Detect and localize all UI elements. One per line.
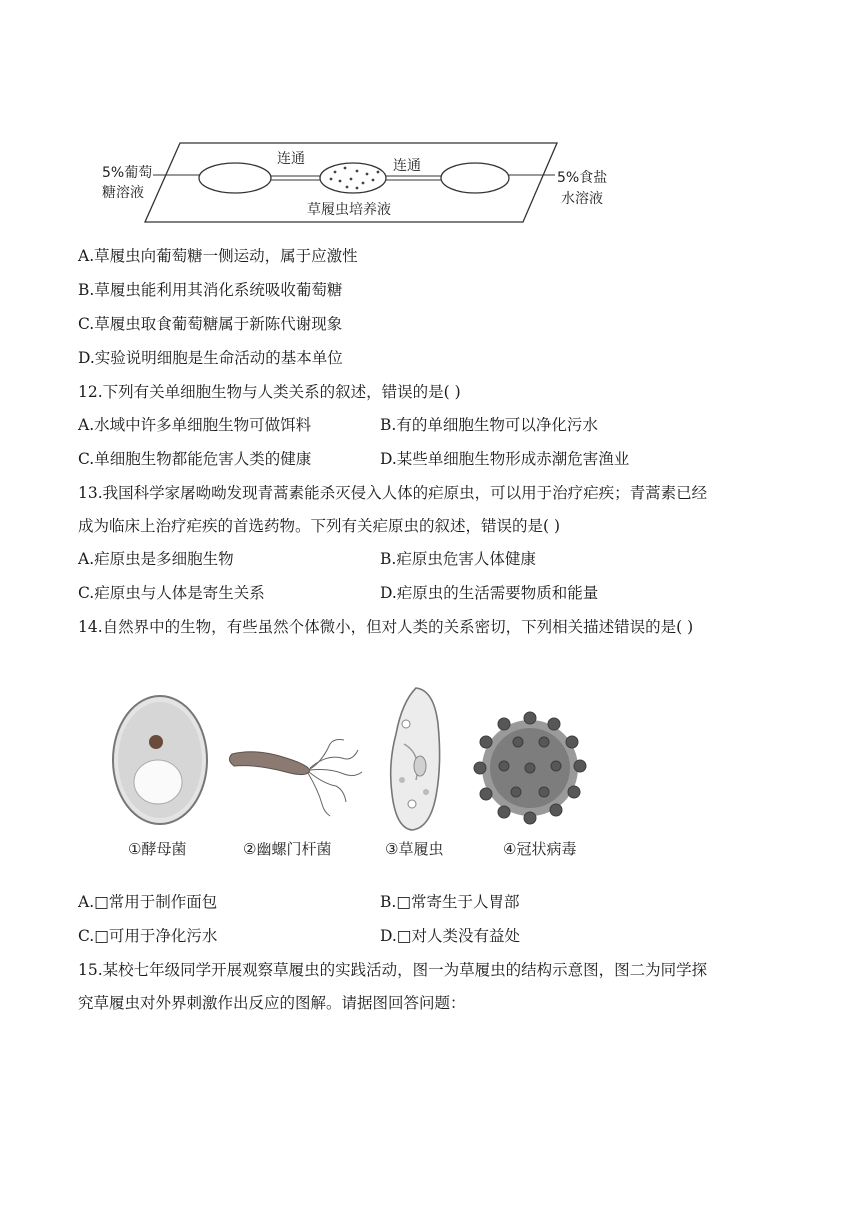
q14-option-a: A.□常用于制作面包 xyxy=(78,893,218,911)
yeast-illustration xyxy=(108,690,212,830)
q12-option-b: B.有的单细胞生物可以净化污水 xyxy=(380,416,598,434)
center-drop xyxy=(320,163,386,193)
q13-option-d: D.疟原虫的生活需要物质和能量 xyxy=(380,584,599,602)
q13-option-b: B.疟原虫危害人体健康 xyxy=(380,550,536,568)
paramecium-illustration xyxy=(382,684,452,834)
q12-option-c: C.单细胞生物都能危害人类的健康 xyxy=(78,450,312,468)
caption-helicobacter: ②幽螺门杆菌 xyxy=(243,840,332,858)
caption-yeast: ①酵母菌 xyxy=(128,840,187,858)
right-label-2: 水溶液 xyxy=(561,191,603,207)
q15-stem-line-2: 究草履虫对外界刺激作出反应的图解。请据图回答问题： xyxy=(78,994,466,1012)
connect-left-label: 连通 xyxy=(277,151,305,167)
q11-option-a: A.草履虫向葡萄糖一侧运动，属于应激性 xyxy=(78,247,358,265)
right-label-1: 5%食盐 xyxy=(557,170,608,186)
coronavirus-illustration xyxy=(470,708,590,828)
q14-option-b: B.□常寄生于人胃部 xyxy=(380,893,520,911)
q12-stem: 12.下列有关单细胞生物与人类关系的叙述，错误的是( ) xyxy=(78,383,461,401)
experiment-diagram xyxy=(95,135,635,230)
q15-stem-line-1: 15.某校七年级同学开展观察草履虫的实践活动，图一为草履虫的结构示意图，图二为同学探 xyxy=(78,961,708,979)
q12-option-d: D.某些单细胞生物形成赤潮危害渔业 xyxy=(380,450,630,468)
q13-stem-line-1: 13.我国科学家屠呦呦发现青蒿素能杀灭侵入人体的疟原虫，可以用于治疗疟疾；青蒿素已经 xyxy=(78,484,708,502)
q11-option-d: D.实验说明细胞是生命活动的基本单位 xyxy=(78,349,343,367)
q14-option-c: C.□可用于净化污水 xyxy=(78,927,218,945)
q13-option-c: C.疟原虫与人体是寄生关系 xyxy=(78,584,265,602)
bottom-label: 草履虫培养液 xyxy=(307,202,391,218)
q14-stem: 14.自然界中的生物，有些虽然个体微小，但对人类的关系密切，下列相关描述错误的是( ) xyxy=(78,618,694,636)
q13-option-a: A.疟原虫是多细胞生物 xyxy=(78,550,234,568)
left-drop xyxy=(199,163,271,193)
q14-option-d: D.□对人类没有益处 xyxy=(380,927,520,945)
q11-option-b: B.草履虫能利用其消化系统吸收葡萄糖 xyxy=(78,281,343,299)
right-drop xyxy=(441,163,509,193)
caption-paramecium: ③草履虫 xyxy=(385,840,444,858)
q13-stem-line-2: 成为临床上治疗疟疾的首选药物。下列有关疟原虫的叙述，错误的是( ) xyxy=(78,517,561,535)
left-label-1: 5%葡萄 xyxy=(102,165,153,181)
q11-option-c: C.草履虫取食葡萄糖属于新陈代谢现象 xyxy=(78,315,343,333)
left-label-2: 糖溶液 xyxy=(102,185,144,201)
helicobacter-illustration xyxy=(226,732,366,822)
caption-coronavirus: ④冠状病毒 xyxy=(503,840,577,858)
connect-right-label: 连通 xyxy=(393,158,421,174)
q12-option-a: A.水域中许多单细胞生物可做饵料 xyxy=(78,416,312,434)
